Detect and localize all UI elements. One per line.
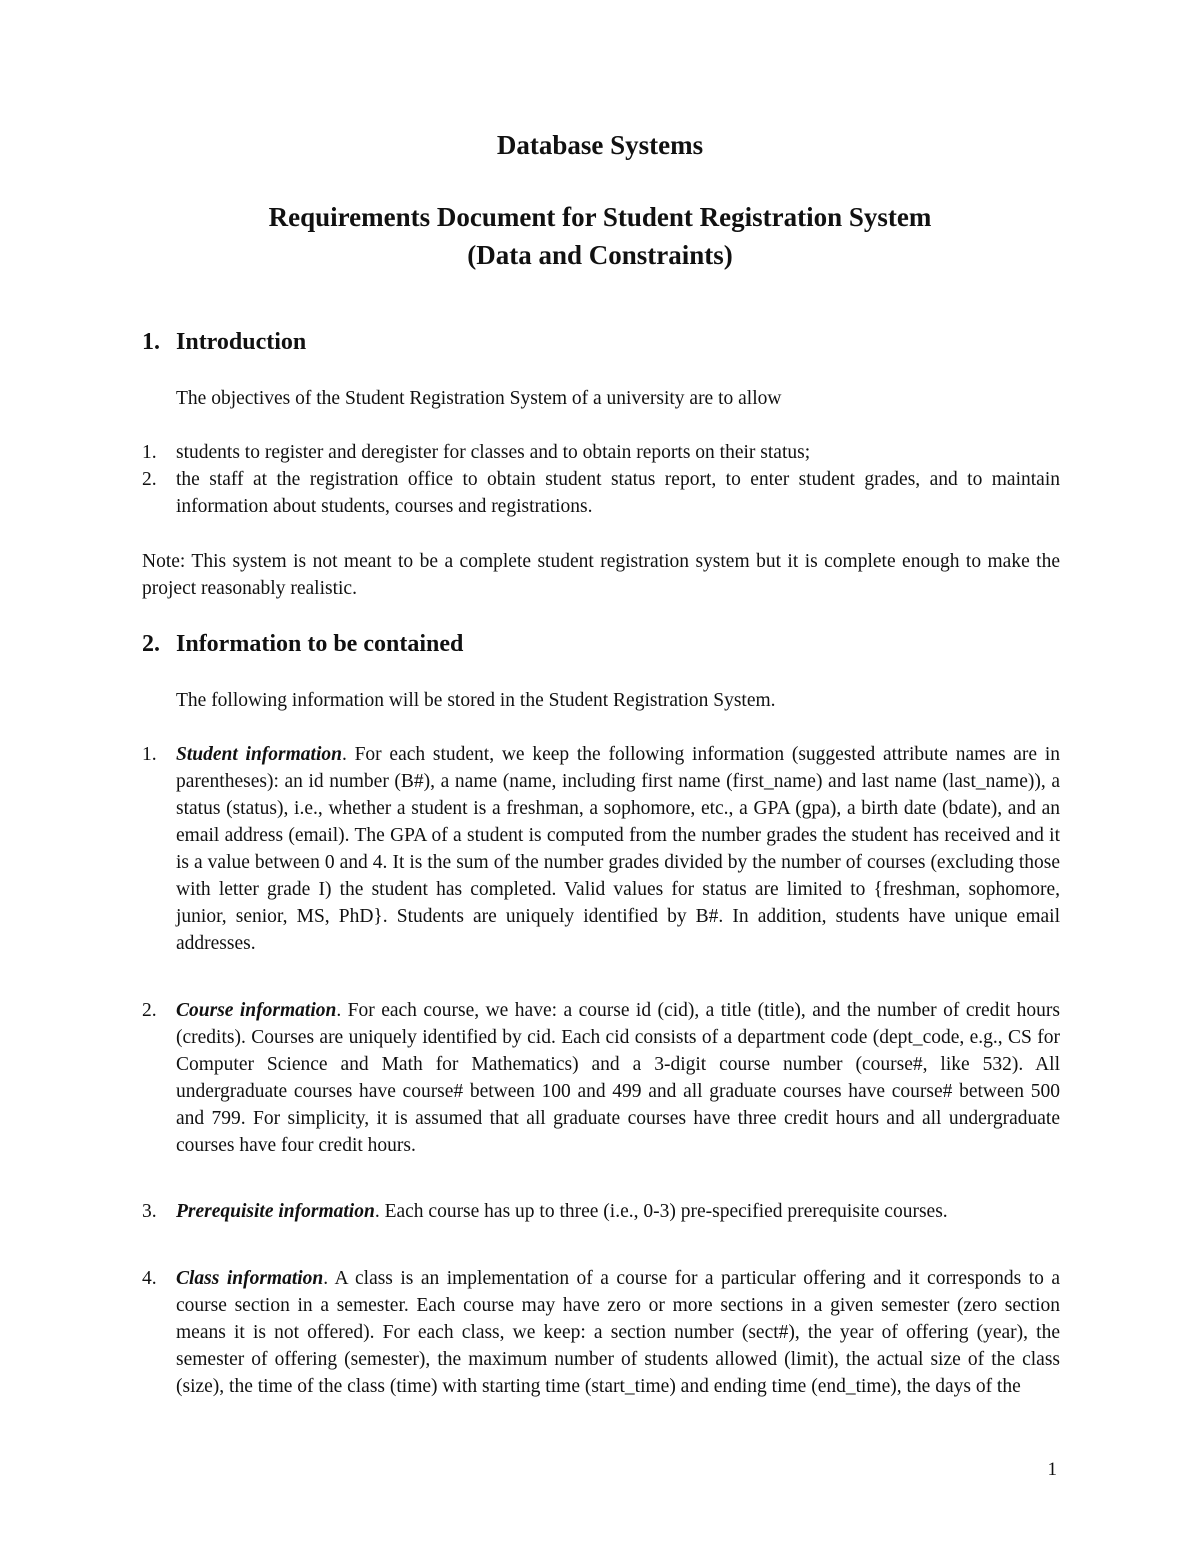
page-number: 1 xyxy=(1047,1459,1057,1480)
intro-paragraph: The following information will be stored in the Student Registration System. xyxy=(176,690,776,711)
list-item-prerequisite-information: 3. Prerequisite information. Each course has up to three (i.e., 0-3) pre-specified prerequisite courses. xyxy=(142,1201,948,1222)
list-item-course-information: 2. Course information. For each course, we have: a course id (cid), a title (title), and the number of credit hours (credits). Courses are uniquely identified by cid. Each cid consists of a department code (dept_code, e.g., CS for Computer Science and Math for Mathematics) and a 3-digit course number (course#, like 532). All undergraduate courses have course# between 100 and 499 and all graduate courses have course# between 500 and 799. For simplicity, it is assumed that all graduate courses have three credit hours and all undergraduate courses have four credit hours. xyxy=(142,1000,1060,1156)
section-title: Information to be contained xyxy=(176,631,464,657)
document-title: Requirements Document for Student Registration System xyxy=(268,202,932,232)
section-heading-information xyxy=(142,631,463,658)
section-number: 1. xyxy=(142,329,160,355)
intro-paragraph: The objectives of the Student Registration System of a university are to allow xyxy=(176,388,782,409)
list-item: 2. the staff at the registration office to obtain student status report, to enter student grades, and to maintain information about students, courses and registrations. xyxy=(142,469,1060,517)
list-item: 1. students to register and deregister for classes and to obtain reports on their status; xyxy=(142,442,811,463)
section-number: 2. xyxy=(142,631,160,657)
section-heading-introduction xyxy=(142,329,306,356)
document-subtitle: (Data and Constraints) xyxy=(467,240,733,270)
list-item-class-information: 4. Class information. A class is an implementation of a course for a particular offering and it corresponds to a course section in a semester. Each course may have zero or more sections in a given semester (zero section means it is not offered). For each class, we keep: a section number (sect#), the year of offering (year), the semester of offering (semester), the maximum number of students allowed (limit), the actual size of the class (size), the time of the class (time) with starting time (start_time) and ending time (end_time), the days of the xyxy=(142,1268,1061,1397)
item-lead: Class information xyxy=(176,1268,324,1289)
item-lead: Student information xyxy=(176,744,342,765)
note-paragraph: Note: This system is not meant to be a complete student registration system but it is complete enough to make the project reasonably realistic. xyxy=(142,551,1060,599)
section-title: Introduction xyxy=(176,329,307,355)
list-item-student-information: 1. Student information. For each student, we keep the following information (suggested attribute names are in parentheses): an id number (B#), a name (name, including first name (first_name) and last name (last_name)), a status (status), i.e., whether a student is a freshman, a sophomore, etc., a GPA (gpa), a birth date (bdate), and an email address (email). The GPA of a student is computed from the number grades the student has received and it is a value between 0 and 4. It is the sum of the number grades divided by the number of courses (excluding those with letter grade I) the student has completed. Valid values for status are limited to {freshman, sophomore, junior, senior, MS, PhD}. Students are uniquely identified by B#. In addition, students have unique email addresses. xyxy=(142,744,1060,954)
item-lead: Prerequisite information xyxy=(176,1201,375,1222)
item-lead: Course information xyxy=(176,1000,337,1021)
course-title: Database Systems xyxy=(496,130,704,160)
